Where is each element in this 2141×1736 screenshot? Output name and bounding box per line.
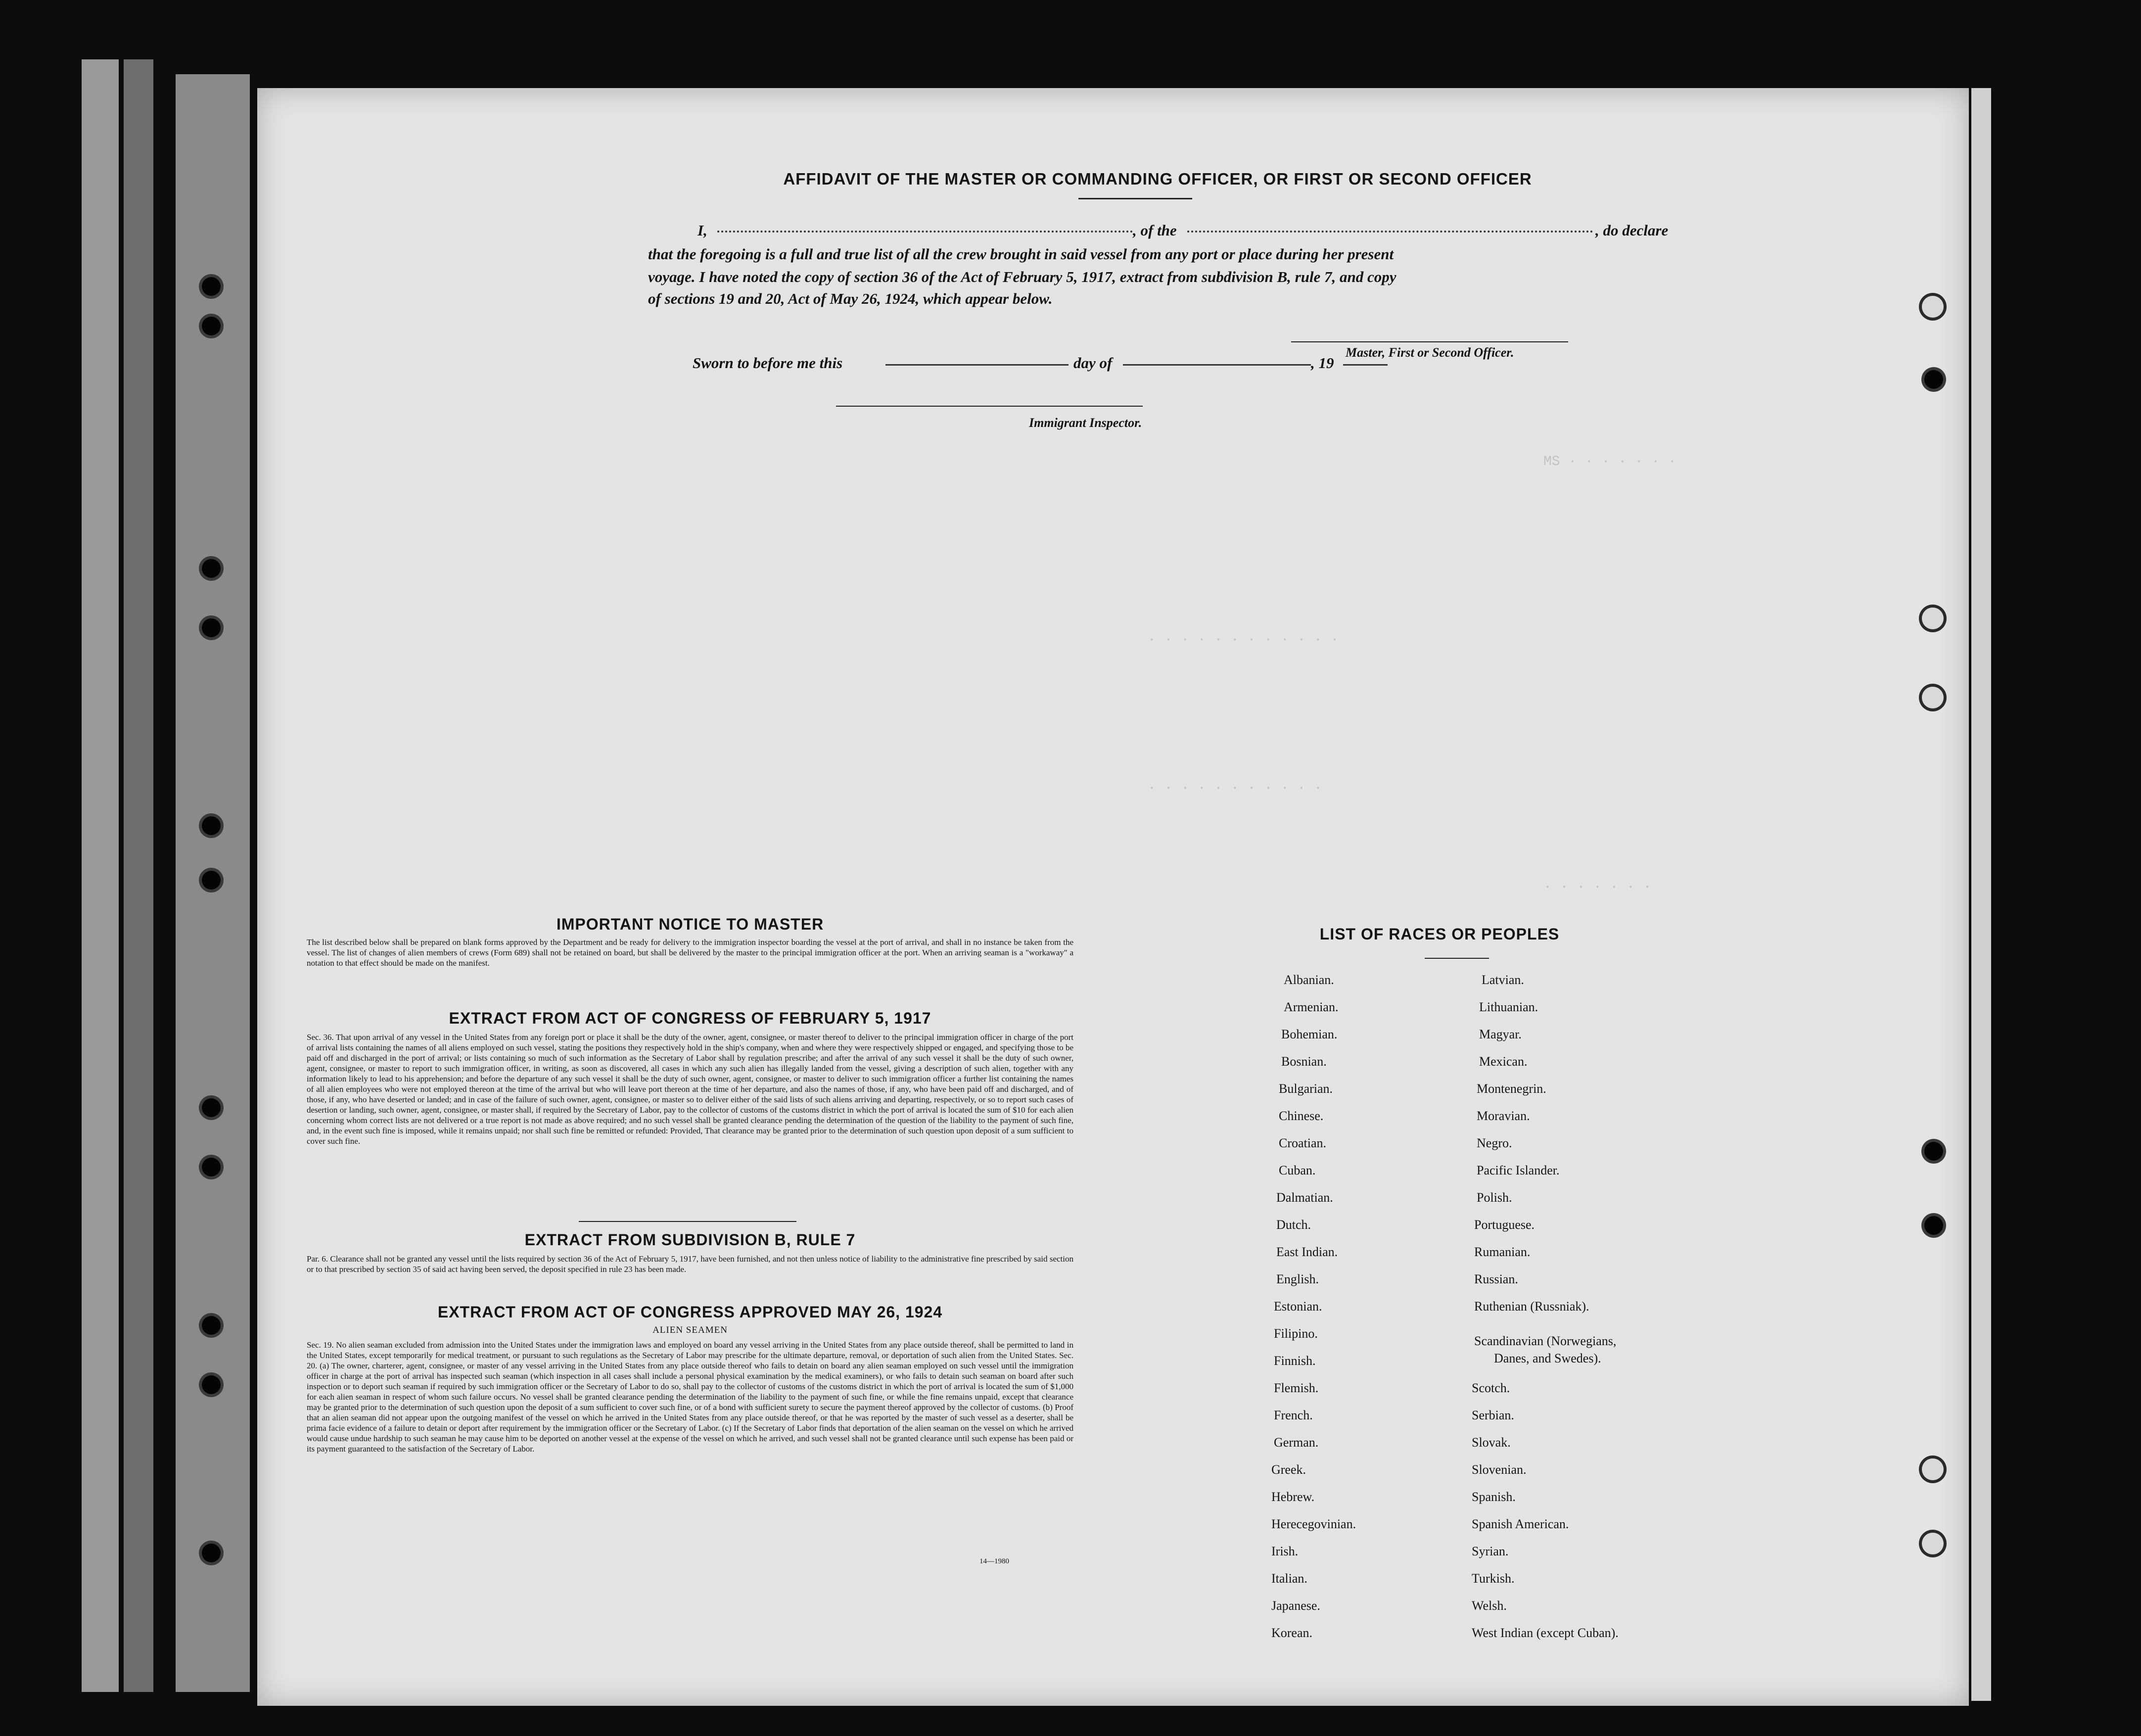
affidavit-i-label: I, [698,222,707,239]
race-item: Lithuanian. [1479,1000,1538,1014]
binder-hole [202,559,221,578]
affidavit-line-4: of sections 19 and 20, Act of May 26, 1924, which appear below. [648,290,1053,307]
document-page [257,88,1969,1706]
race-item: Moravian. [1477,1109,1530,1123]
race-item: Cuban. [1279,1163,1316,1177]
title-underline [1078,198,1192,199]
race-item: Slovenian. [1472,1462,1527,1477]
affidavit-do-declare-label: , do declare [1595,222,1669,239]
race-item: Mexican. [1479,1054,1528,1069]
race-item: Russian. [1474,1272,1518,1286]
binder-hole [202,1316,221,1335]
bleed-through-text: MS · · · · · · · [1543,454,1676,469]
race-item: Syrian. [1472,1544,1509,1558]
race-item: Ruthenian (Russniak). [1474,1299,1589,1314]
binder-hole [202,277,221,296]
race-item: Spanish American. [1472,1517,1569,1531]
race-item: Armenian. [1284,1000,1339,1014]
inspector-signature-line[interactable] [836,406,1143,407]
race-item: Dutch. [1276,1218,1311,1232]
race-item: German. [1274,1435,1319,1450]
binder-hole [202,1158,221,1176]
extract-1917-title: EXTRACT FROM ACT OF CONGRESS OF FEBRUARY 5, 1917 [449,1009,931,1027]
race-item: Italian. [1271,1571,1307,1586]
race-item: Greek. [1271,1462,1306,1477]
binding-strip-mid [124,59,153,1692]
race-item: Japanese. [1271,1598,1320,1613]
vessel-name-field[interactable] [1187,231,1593,233]
signature-line[interactable] [1291,341,1568,342]
page-right-edge [1971,88,1991,1701]
race-item: Irish. [1271,1544,1299,1558]
extract-1924-body: Sec. 19. No alien seaman excluded from admission into the United States under the immigration laws and employed on board any vessel arriving in the United States from any place outside thereof, shall be permitted to land in the United States, except temporarily for medical treatment, or pursuant to such regulations as the Secretary of Labor may prescribe for the ultimate departure, removal, or deportation of such alien from the United States. Sec. 20. (a) The owner, charterer, agent, consignee, or master of any vessel arriving in the United States from any place outside thereof who fails to detain on board any alien seaman employed on such vessel until the immigration officer in charge at the port of arrival has inspected such seaman (which inspection in all cases shall include a personal physical examination by the medical examiners), or who fails to detain such seaman on board after such inspection or to deport such seaman if required by such immigration officer or the Secretary of Labor to do so, shall pay to the collector of customs of the customs district in which the port of arrival is located the sum of $1,000 for each alien seaman in respect of whom such failure occurs. No vessel shall be granted clearance pending the determination of the liability to the payment of such fine, or while the fine remains unpaid, except that clearance may be granted prior to the determination of such question upon the deposit of a sum sufficient to cover such fine, or of a bond with sufficient surety to secure the payment thereof approved by the collector of customs. (b) Proof that an alien seaman did not appear upon the outgoing manifest of the vessel on which he arrived in the United States from any place outside thereof, or that he was reported by the master of such vessel as a deserter, shall be prima facie evidence of a failure to detain or deport after requirement by the immigration officer or the Secretary of Labor. (c) If the Secretary of Labor finds that deportation of the alien seaman on the vessel on which he arrived would cause undue hardship to such seaman he may cause him to be deported on another vessel at the expense of the vessel on which he arrived, and such vessel shall not be granted clearance until such expense has been paid or its payment guaranteed to the satisfaction of the Secretary of Labor. [307,1340,1073,1454]
race-item: Serbian. [1472,1408,1514,1422]
sworn-label: Sworn to before me this [693,354,843,372]
day-of-label: day of [1073,354,1113,372]
extract-rule7-title: EXTRACT FROM SUBDIVISION B, RULE 7 [524,1231,856,1249]
race-item: Latvian. [1482,973,1524,987]
bleed-through-text: · · · · · · · · · · · [1148,781,1322,796]
race-item: Bulgarian. [1279,1081,1333,1096]
race-item: Hebrew. [1271,1490,1315,1504]
affidavit-title: AFFIDAVIT OF THE MASTER OR COMMANDING OFFICER, OR FIRST OR SECOND OFFICER [783,170,1532,188]
binder-hole [202,871,221,890]
race-item: Turkish. [1472,1571,1515,1586]
extract-1924-subtitle: ALIEN SEAMEN [652,1325,728,1335]
race-item: Magyar. [1479,1027,1522,1041]
race-item: Polish. [1477,1190,1512,1205]
race-item: Spanish. [1472,1490,1516,1504]
race-item: Slovak. [1472,1435,1511,1450]
race-item: Scandinavian (Norwegians, [1474,1334,1617,1348]
race-item: Montenegrin. [1477,1081,1546,1096]
race-item: French. [1274,1408,1313,1422]
affidavit-line-3: voyage. I have noted the copy of section 36 of the Act of February 5, 1917, extract from subdivision B, rule 7, and copy [648,268,1396,285]
bleed-through-text: · · · · · · · [1543,880,1652,895]
races-underline [1425,958,1489,959]
binding-strip-left [82,59,119,1692]
punch-hole [1924,370,1943,389]
race-item: Welsh. [1472,1598,1507,1613]
binder-hole [202,317,221,335]
race-item: Filipino. [1274,1326,1318,1341]
punch-hole [1922,608,1944,629]
race-item: Flemish. [1274,1381,1319,1395]
extract-rule7-body: Par. 6. Clearance shall not be granted any vessel until the lists required by section 36 of the Act of February 5, 1917, have been furnished, and not then unless notice of liability to the administrative fine prescribed by said section or to that prescribed by section 35 of said act having been served, the deposit specified in rule 23 has been made. [307,1254,1073,1274]
year-prefix-label: , 19 [1311,354,1334,372]
notice-title: IMPORTANT NOTICE TO MASTER [556,915,824,933]
sworn-line [693,354,1731,374]
affidavit-of-the-label: , of the [1133,222,1177,239]
master-name-field[interactable] [717,231,1133,233]
sworn-day-field[interactable] [885,364,1069,366]
affidavit-line-2: that the foregoing is a full and true list of all the crew brought in said vessel from any port or place during her present [648,245,1394,263]
binder-hole [202,1375,221,1394]
race-item: Bohemian. [1281,1027,1338,1041]
race-item: Croatian. [1279,1136,1327,1150]
race-item: Pacific Islander. [1477,1163,1560,1177]
bleed-through-text: · · · · · · · · · · · · [1148,632,1339,648]
affidavit-line-1 [698,222,1835,241]
section-divider [579,1221,796,1222]
race-item: Finnish. [1274,1354,1316,1368]
race-item: Scotch. [1472,1381,1510,1395]
extract-1924-title: EXTRACT FROM ACT OF CONGRESS APPROVED MAY 26, 1924 [437,1303,943,1321]
punch-hole [1922,1533,1944,1554]
sworn-month-field[interactable] [1123,364,1311,366]
race-item: Chinese. [1279,1109,1324,1123]
race-item: Negro. [1477,1136,1512,1150]
notice-body: The list described below shall be prepared on blank forms approved by the Department and be ready for delivery to the immigration inspector boarding the vessel at the port of arrival, and shall in no instance be taken from the vessel. The list of changes of alien members of crews (Form 689) shall not be retained on board, but shall be delivered by the master to the principal immigration officer at the port. When an arriving seaman is a "workaway" a notation to that effect should be made on the manifest. [307,938,1073,968]
form-number: 14—1980 [979,1557,1009,1565]
race-item: Estonian. [1274,1299,1322,1314]
punch-hole [1922,296,1944,318]
binder-hole [202,1098,221,1117]
punch-hole [1924,1142,1943,1161]
race-item: English. [1276,1272,1319,1286]
punch-hole [1922,687,1944,708]
race-item: Dalmatian. [1276,1190,1333,1205]
race-item: Bosnian. [1281,1054,1327,1069]
binder-hole [202,618,221,637]
race-item: Rumanian. [1474,1245,1531,1259]
race-item: East Indian. [1276,1245,1338,1259]
sworn-year-field[interactable] [1343,364,1388,366]
race-item: West Indian (except Cuban). [1472,1626,1619,1640]
race-item: Herecegovinian. [1271,1517,1356,1531]
signer-label: Master, First or Second Officer. [1346,345,1514,360]
extract-1917-body: Sec. 36. That upon arrival of any vessel in the United States from any foreign port or place it shall be the duty of the owner, agent, consignee, or master thereof to deliver to the principal immigration officer in charge of the port of arrival lists containing the names of all aliens employed on such vessel, stating the positions they respectively hold in the ship's company, when and where they were respectively shipped or engaged, and specifying those to be paid off and discharged in the port of arrival; or lists containing so much of such information as the Secretary of Labor shall by regulation prescribe; and after the arrival of any such vessel it shall be the duty of such owner, agent, consignee, or master to report to such immigration officer, in writing, as soon as discovered, all cases in which any such alien has illegally landed from the vessel, giving a description of such alien, together with any information likely to lead to his apprehension; and before the departure of any such vessel it shall be the duty of such owner, agent, consignee, or master to deliver to such immigration officer a further list containing the names of all alien employees who were not employed thereon at the time of the arrival but who will leave port thereon at the time of her departure, and also the names of those, if any, who have been paid off and discharged, and of those, if any, who have deserted or landed; and in case of the failure of such owner, agent, consignee, or master so to deliver either of the said lists of such aliens arriving and departing, respectively, or so to report such cases of desertion or landing, such owner, agent, consignee, or master shall, if required by the Secretary of Labor, pay to the collector of customs of the customs district in which the port of arrival is located the sum of $10 for each alien concerning whom correct lists are not delivered or a true report is not made as above required; and no such vessel shall be granted clearance pending the determination of the question of the liability to the payment of such fine, and, in the event such fine is imposed, while it remains unpaid; nor shall such fine be remitted or refunded: Provided, That clearance may be granted prior to the determination of such question upon deposit of a sum sufficient to cover such fine. [307,1032,1073,1146]
race-item: Korean. [1271,1626,1313,1640]
punch-hole [1924,1216,1943,1235]
punch-hole [1922,1458,1944,1480]
race-item: Danes, and Swedes). [1494,1351,1601,1365]
race-item: Albanian. [1284,973,1334,987]
race-item: Portuguese. [1474,1218,1535,1232]
binder-hole [202,816,221,835]
binder-hole [202,1544,221,1562]
inspector-label: Immigrant Inspector. [1029,416,1142,430]
races-title: LIST OF RACES OR PEOPLES [1319,925,1560,943]
